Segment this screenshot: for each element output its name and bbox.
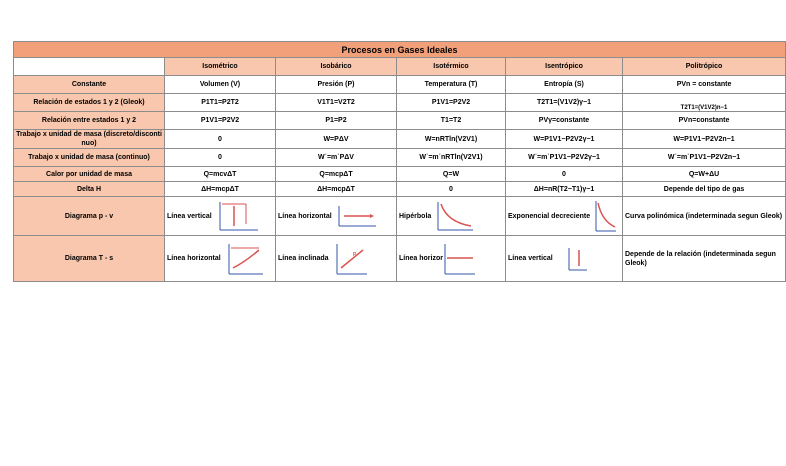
- row-label[interactable]: Relación de estados 1 y 2 (Gleok): [14, 94, 165, 112]
- row-label[interactable]: Delta H: [14, 182, 165, 197]
- table-cell[interactable]: 0: [397, 182, 506, 197]
- spreadsheet: [13, 41, 783, 282]
- table-cell[interactable]: W=P1V1−P2V2n−1: [623, 130, 786, 149]
- table-cell[interactable]: PVn=constante: [623, 112, 786, 130]
- ts-cell-isotermico[interactable]: [397, 236, 506, 282]
- row-label[interactable]: Diagrama p - v: [14, 197, 165, 236]
- pv-cell-isentropico[interactable]: [506, 197, 623, 236]
- table-row: [14, 76, 786, 94]
- table-cell[interactable]: Presión (P): [276, 76, 397, 94]
- ts-inclined-line-thumbnail: [333, 242, 369, 276]
- pv-desc: Línea vertical: [167, 212, 212, 220]
- table-cell[interactable]: T1=T2: [397, 112, 506, 130]
- ts-horizontal-line-thumbnail: [443, 242, 477, 276]
- table-cell[interactable]: W=nRTln(V2V1): [397, 130, 506, 149]
- table-cell[interactable]: PVn = constante: [623, 76, 786, 94]
- ts-vertical-line-thumbnail: [567, 246, 589, 272]
- header-isotermico[interactable]: Isotérmico: [397, 58, 506, 76]
- table-cell[interactable]: 0: [506, 167, 623, 182]
- pv-cell-politropico[interactable]: Curva polinómica (indeterminada segun Gleok): [623, 197, 786, 236]
- table-cell[interactable]: W˙=m˙P1V1−P2V2n−1: [623, 149, 786, 167]
- table-cell[interactable]: ΔH=nR(T2−T1)γ−1: [506, 182, 623, 197]
- processes-table: [13, 41, 786, 282]
- table-cell[interactable]: Q=W: [397, 167, 506, 182]
- header-isometrico[interactable]: Isométrico: [165, 58, 276, 76]
- header-politropico[interactable]: Politrópico: [623, 58, 786, 76]
- ts-desc: Línea horizontal: [167, 255, 221, 262]
- ts-desc: Línea vertical: [508, 255, 553, 262]
- table-cell[interactable]: T2T1=(V1V2)γ−1: [506, 94, 623, 112]
- row-label[interactable]: Relación entre estados 1 y 2: [14, 112, 165, 130]
- table-title: Procesos en Gases Ideales: [14, 42, 786, 58]
- ts-desc: Línea inclinada: [278, 255, 329, 262]
- table-cell[interactable]: Q=mcvΔT: [165, 167, 276, 182]
- header-row: [14, 58, 786, 76]
- ts-cell-isobarico[interactable]: [276, 236, 397, 282]
- table-row: [14, 167, 786, 182]
- table-cell[interactable]: P1V1=P2V2: [397, 94, 506, 112]
- table-cell[interactable]: 0: [165, 130, 276, 149]
- table-cell[interactable]: P1=P2: [276, 112, 397, 130]
- table-cell[interactable]: W˙=m˙PΔV: [276, 149, 397, 167]
- row-label[interactable]: Trabajo x unidad de masa (discreto/disconti nuo): [14, 130, 165, 149]
- table-cell[interactable]: V1T1=V2T2: [276, 94, 397, 112]
- ts-horizontal-line-thumbnail: [225, 242, 265, 276]
- table-row: [14, 112, 786, 130]
- table-cell[interactable]: Entropía (S): [506, 76, 623, 94]
- pv-desc: Hipérbola: [399, 212, 432, 220]
- table-row-ts-diagram: [14, 236, 786, 282]
- row-label[interactable]: Diagrama T - s: [14, 236, 165, 282]
- table-row: [14, 94, 786, 112]
- header-isobarico[interactable]: Isobárico: [276, 58, 397, 76]
- table-cell[interactable]: 0: [165, 149, 276, 167]
- pv-cell-isotermico[interactable]: [397, 197, 506, 236]
- pv-exponential-thumbnail: [594, 199, 618, 233]
- table-cell[interactable]: PVγ=constante: [506, 112, 623, 130]
- ts-desc: Línea horizontal: [399, 255, 453, 262]
- table-row: [14, 130, 786, 149]
- table-cell[interactable]: Q=mcpΔT: [276, 167, 397, 182]
- pv-vertical-line-thumbnail: [216, 200, 260, 232]
- ts-cell-isentropico[interactable]: [506, 236, 623, 282]
- ts-cell-politropico[interactable]: Depende de la relación (indeterminada segun Gleok): [623, 236, 786, 282]
- row-label[interactable]: Trabajo x unidad de masa (continuo): [14, 149, 165, 167]
- pv-desc: Línea horizontal: [278, 212, 332, 220]
- ts-cell-isometrico[interactable]: [165, 236, 276, 282]
- svg-text:P: P: [352, 251, 356, 258]
- row-label[interactable]: Constante: [14, 76, 165, 94]
- header-corner[interactable]: [14, 58, 165, 76]
- pv-hyperbola-thumbnail: [435, 200, 475, 232]
- table-cell[interactable]: Volumen (V): [165, 76, 276, 94]
- table-cell[interactable]: ΔH=mcpΔT: [165, 182, 276, 197]
- table-cell[interactable]: ΔH=mcpΔT: [276, 182, 397, 197]
- table-row: [14, 182, 786, 197]
- pv-cell-isometrico[interactable]: [165, 197, 276, 236]
- table-cell[interactable]: Temperatura (T): [397, 76, 506, 94]
- table-row: [14, 149, 786, 167]
- row-label[interactable]: Calor por unidad de masa: [14, 167, 165, 182]
- table-row-pv-diagram: [14, 197, 786, 236]
- table-cell[interactable]: W˙=m˙P1V1−P2V2γ−1: [506, 149, 623, 167]
- table-cell[interactable]: T2T1=(V1V2)n−1: [623, 94, 786, 112]
- table-cell[interactable]: W=P1V1−P2V2γ−1: [506, 130, 623, 149]
- table-cell[interactable]: Q=W+ΔU: [623, 167, 786, 182]
- table-cell[interactable]: Depende del tipo de gas: [623, 182, 786, 197]
- header-isentropico[interactable]: Isentrópico: [506, 58, 623, 76]
- table-cell[interactable]: P1V1=P2V2: [165, 112, 276, 130]
- table-cell[interactable]: P1T1=P2T2: [165, 94, 276, 112]
- pv-horizontal-line-thumbnail: [336, 204, 378, 228]
- table-cell[interactable]: W˙=m˙nRTln(V2V1): [397, 149, 506, 167]
- pv-cell-isobarico[interactable]: [276, 197, 397, 236]
- pv-desc: Exponencial decreciente: [508, 212, 591, 220]
- table-cell[interactable]: W=PΔV: [276, 130, 397, 149]
